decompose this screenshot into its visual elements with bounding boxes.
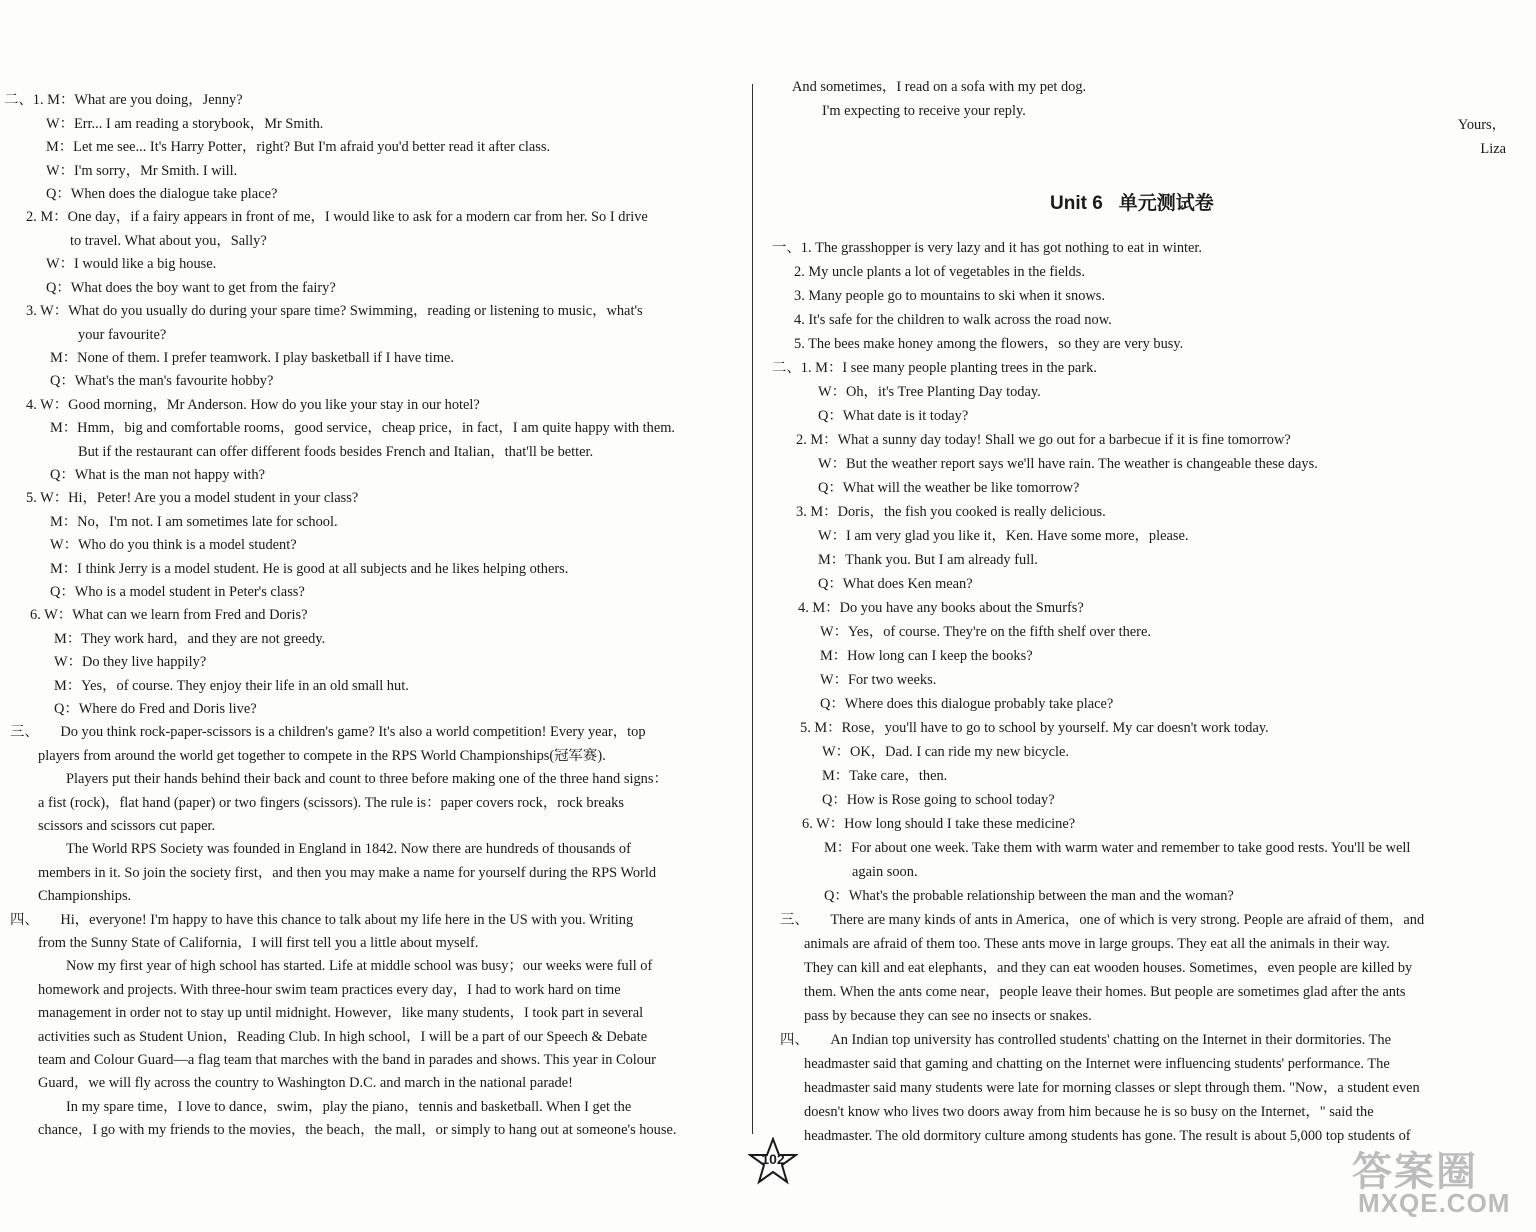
- text-line: They can kill and eat elephants，and they can eat wooden houses. Sometimes，even people are killed by: [804, 960, 1413, 976]
- unit-title-en: Unit 6: [1050, 193, 1103, 214]
- text-line: M：I think Jerry is a model student. He is good at all subjects and he likes helping others.: [50, 561, 569, 577]
- text-line: But if the restaurant can offer different foods besides French and Italian，that'll be better.: [78, 444, 594, 460]
- text-line: 2. My uncle plants a lot of vegetables in the fields.: [794, 264, 1085, 280]
- text-line: 3. M：Doris，the fish you cooked is really delicious.: [796, 504, 1106, 520]
- text-line: 三、 There are many kinds of ants in America，one of which is very strong. People are afraid of them，and: [780, 912, 1425, 928]
- text-line: 6. W：What can we learn from Fred and Doris?: [30, 607, 308, 623]
- text-line: Q：What is the man not happy with?: [50, 467, 266, 483]
- text-line: W：Do they live happily?: [54, 654, 207, 670]
- text-line: W：Yes，of course. They're on the fifth shelf over there.: [820, 624, 1151, 640]
- unit-title-cn: 单元测试卷: [1118, 193, 1214, 214]
- text-line: animals are afraid of them too. These ants move in large groups. They eat all the animals in their way.: [804, 936, 1390, 952]
- text-line: W：OK，Dad. I can ride my new bicycle.: [822, 744, 1069, 760]
- text-line: 2. M：What a sunny day today! Shall we go out for a barbecue if it is fine tomorrow?: [796, 432, 1291, 448]
- text-line: 四、 Hi，everyone! I'm happy to have this chance to talk about my life here in the US with you. Writing: [10, 912, 634, 928]
- text-line: Q：Where does this dialogue probably take place?: [820, 696, 1114, 712]
- text-line: 二、1. M：What are you doing，Jenny?: [4, 92, 243, 108]
- text-line: W：Who do you think is a model student?: [50, 537, 297, 553]
- text-line: W：But the weather report says we'll have rain. The weather is changeable these days.: [818, 456, 1318, 472]
- text-line: M：They work hard，and they are not greedy.: [54, 631, 326, 647]
- text-line: In my spare time，I love to dance，swim，play the piano，tennis and basketball. When I get the: [66, 1099, 632, 1115]
- watermark-url: MXQE.COM: [1358, 1188, 1511, 1218]
- text-line: 6. W：How long should I take these medicine?: [802, 816, 1076, 832]
- text-line: headmaster said many students were late for morning classes or slept through them. "Now，a student even: [804, 1080, 1420, 1096]
- text-line: headmaster. The old dormitory culture among students has gone. The result is about 5,000 top students of: [804, 1128, 1411, 1144]
- text-line: W：Err... I am reading a storybook，Mr Smith.: [46, 116, 324, 132]
- text-line: W：I am very glad you like it，Ken. Have some more，please.: [818, 528, 1189, 544]
- text-line: chance，I go with my friends to the movies，the beach，the mall，or simply to hang out at someone's house.: [38, 1122, 677, 1138]
- text-line: 一、1. The grasshopper is very lazy and it has got nothing to eat in winter.: [772, 240, 1203, 256]
- text-line: Q：What's the man's favourite hobby?: [50, 373, 274, 389]
- unit-title: [1050, 188, 1214, 215]
- text-line: 4. M：Do you have any books about the Smurfs?: [798, 600, 1084, 616]
- text-line: 2. M：One day，if a fairy appears in front of me，I would like to ask for a modern car from her. So I drive: [26, 209, 648, 225]
- text-line: Q：What will the weather be like tomorrow?: [818, 480, 1080, 496]
- text-line: headmaster said that gaming and chatting on the Internet were influencing students' performance. The: [804, 1056, 1390, 1072]
- text-line: The World RPS Society was founded in England in 1842. Now there are hundreds of thousands of: [66, 841, 631, 857]
- text-line: Q：When does the dialogue take place?: [46, 186, 278, 202]
- text-line: pass by because they can see no insects or snakes.: [804, 1008, 1092, 1024]
- text-line: Q：What date is it today?: [818, 408, 969, 424]
- text-line: members in it. So join the society first，and then you may make a name for yourself during the RPS World: [38, 865, 657, 881]
- letter-closing: Yours，: [1457, 117, 1506, 133]
- text-line: M：No，I'm not. I am sometimes late for school.: [50, 514, 338, 530]
- watermark-logo-text: 答案圈: [1352, 1149, 1478, 1195]
- text-line: M：Let me see... It's Harry Potter，right? But I'm afraid you'd better read it after class.: [46, 139, 551, 155]
- text-line: team and Colour Guard—a flag team that marches with the band in parades and shows. This year in Colour: [38, 1052, 656, 1068]
- text-line: M：Thank you. But I am already full.: [818, 552, 1038, 568]
- text-line: And sometimes，I read on a sofa with my pet dog.: [792, 79, 1087, 95]
- text-line: again soon.: [852, 864, 918, 880]
- text-line: W：Oh，it's Tree Planting Day today.: [818, 384, 1041, 400]
- text-line: 3. Many people go to mountains to ski when it snows.: [794, 288, 1105, 304]
- text-line: 二、1. M：I see many people planting trees in the park.: [772, 360, 1097, 376]
- column-divider: [752, 84, 753, 1134]
- text-line: M：Hmm，big and comfortable rooms，good service，cheap price，in fact，I am quite happy with them.: [50, 420, 676, 436]
- text-line: 四、 An Indian top university has controlled students' chatting on the Internet in their dormitories. The: [780, 1032, 1392, 1048]
- text-line: Q：What does the boy want to get from the fairy?: [46, 280, 336, 296]
- text-line: I'm expecting to receive your reply.: [822, 103, 1026, 119]
- text-line: M：For about one week. Take them with warm water and remember to take good rests. You'll be well: [824, 840, 1411, 856]
- page-number: 102: [761, 1151, 785, 1167]
- letter-signature: Liza: [1480, 141, 1506, 157]
- text-line: Championships.: [38, 888, 132, 904]
- text-line: Players put their hands behind their back and count to three before making one of the three hand signs：: [66, 771, 668, 787]
- watermark: [1352, 1140, 1524, 1220]
- text-line: M：Yes，of course. They enjoy their life in an old small hut.: [54, 678, 409, 694]
- text-line: W：I'm sorry，Mr Smith. I will.: [46, 163, 238, 179]
- text-line: Guard，we will fly across the country to Washington D.C. and march in the national parade!: [38, 1075, 573, 1091]
- text-line: W：I would like a big house.: [46, 256, 217, 272]
- text-line: 4. W：Good morning，Mr Anderson. How do you like your stay in our hotel?: [26, 397, 480, 413]
- text-line: M：Take care，then.: [822, 768, 948, 784]
- page-number-badge: [748, 1137, 798, 1187]
- text-line: doesn't know who lives two doors away from him because he is so busy on the Internet，" said the: [804, 1104, 1374, 1120]
- text-line: scissors and scissors cut paper.: [38, 818, 216, 834]
- text-line: Now my first year of high school has started. Life at middle school was busy；our weeks were full of: [66, 958, 653, 974]
- text-line: Q：Who is a model student in Peter's class?: [50, 584, 305, 600]
- text-line: from the Sunny State of California，I will first tell you a little about myself.: [38, 935, 479, 951]
- text-line: M：How long can I keep the books?: [820, 648, 1033, 664]
- text-line: management in order not to stay up until midnight. However，like many students，I took part in several: [38, 1005, 644, 1021]
- text-line: players from around the world get together to compete in the RPS World Championships(冠军赛).: [38, 748, 606, 764]
- text-line: them. When the ants come near，people leave their homes. But people are sometimes glad after the ants: [804, 984, 1406, 1000]
- text-line: 5. M：Rose，you'll have to go to school by yourself. My car doesn't work today.: [800, 720, 1269, 736]
- text-line: your favourite?: [78, 327, 167, 343]
- text-line: 3. W：What do you usually do during your spare time? Swimming，reading or listening to music，what's: [26, 303, 643, 319]
- text-line: Q：Where do Fred and Doris live?: [54, 701, 257, 717]
- text-line: 4. It's safe for the children to walk across the road now.: [794, 312, 1112, 328]
- text-line: homework and projects. With three-hour swim team practices every day，I had to work hard on time: [38, 982, 621, 998]
- text-line: activities such as Student Union，Reading Club. In high school，I will be a part of our Speech & Debate: [38, 1029, 648, 1045]
- text-line: a fist (rock)，flat hand (paper) or two fingers (scissors). The rule is：paper covers rock，rock breaks: [38, 795, 624, 811]
- text-line: 5. The bees make honey among the flowers，so they are very busy.: [794, 336, 1184, 352]
- text-line: W：For two weeks.: [820, 672, 937, 688]
- text-line: Q：What's the probable relationship between the man and the woman?: [824, 888, 1234, 904]
- text-line: M：None of them. I prefer teamwork. I play basketball if I have time.: [50, 350, 454, 366]
- text-line: Q：How is Rose going to school today?: [822, 792, 1055, 808]
- text-line: 三、 Do you think rock-paper-scissors is a children's game? It's also a world competition! Every year，top: [10, 724, 646, 740]
- text-line: to travel. What about you，Sally?: [70, 233, 267, 249]
- text-line: Q：What does Ken mean?: [818, 576, 973, 592]
- text-line: 5. W：Hi，Peter! Are you a model student in your class?: [26, 490, 359, 506]
